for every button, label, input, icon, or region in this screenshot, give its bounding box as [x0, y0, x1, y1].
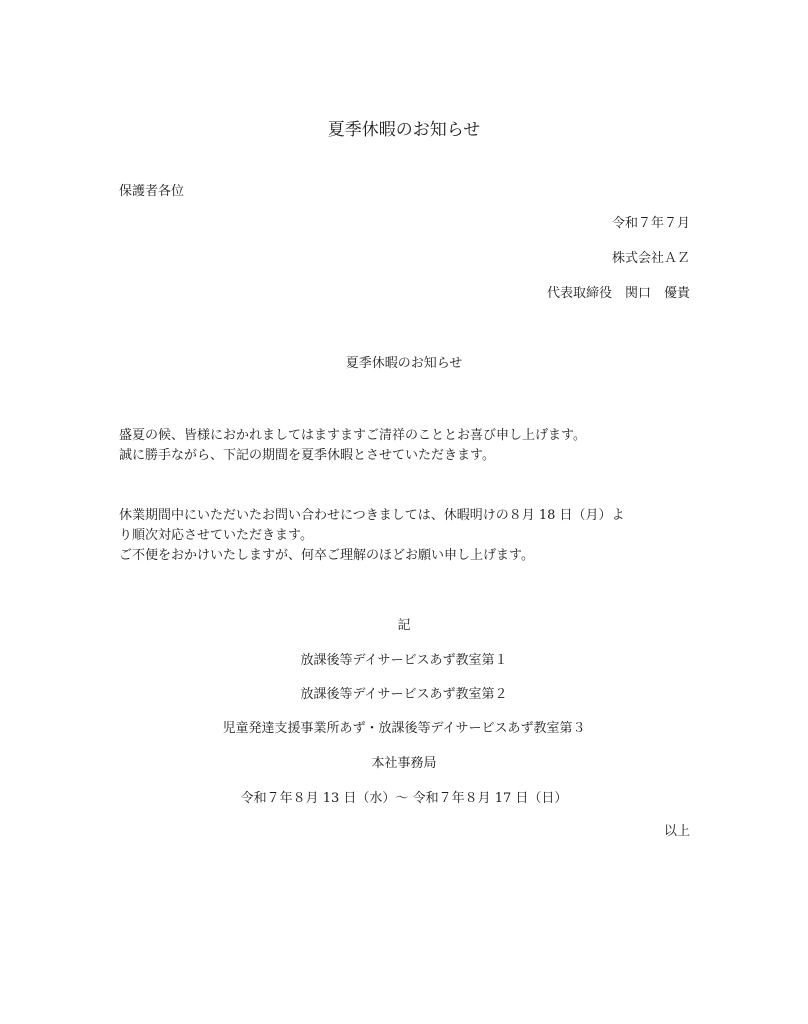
- facility-item: 放課後等デイサービスあず教室第１: [300, 653, 508, 668]
- inquiry-line: り順次対応させていただきます。: [119, 528, 313, 543]
- issue-date: 令和７年７月: [611, 216, 690, 231]
- signatory: 代表取締役 関口 優貴: [546, 286, 690, 301]
- holiday-period: 令和７年８月 13 日（水）～ 令和７年８月 17 日（日）: [240, 791, 568, 806]
- ki-heading: 記: [397, 618, 411, 633]
- greeting-line: 盛夏の候、皆様におかれましてはますますご清祥のこととお喜び申し上げます。: [119, 428, 586, 443]
- addressee: 保護者各位: [119, 184, 185, 199]
- inquiry-line: 休業期間中にいただいたお問い合わせにつきましては、休暇明けの８月 18 日（月）よ: [119, 508, 625, 523]
- main-title: 夏季休暇のお知らせ: [327, 120, 481, 140]
- greeting-paragraph: [119, 426, 699, 466]
- facility-item: 本社事務局: [371, 756, 437, 771]
- facility-item: 児童発達支援事業所あず・放課後等デイサービスあず教室第３: [222, 721, 586, 736]
- inquiry-paragraph: [119, 506, 699, 566]
- closing-mark: 以上: [663, 824, 690, 839]
- facility-item: 放課後等デイサービスあず教室第２: [300, 687, 508, 702]
- subtitle: 夏季休暇のお知らせ: [345, 356, 463, 371]
- company-name: 株式会社ＡＺ: [611, 251, 690, 266]
- inquiry-line: ご不便をおかけいたしますが、何卒ご理解のほどお願い申し上げます。: [119, 548, 534, 563]
- greeting-line: 誠に勝手ながら、下記の期間を夏季休暇とさせていただきます。: [119, 448, 495, 463]
